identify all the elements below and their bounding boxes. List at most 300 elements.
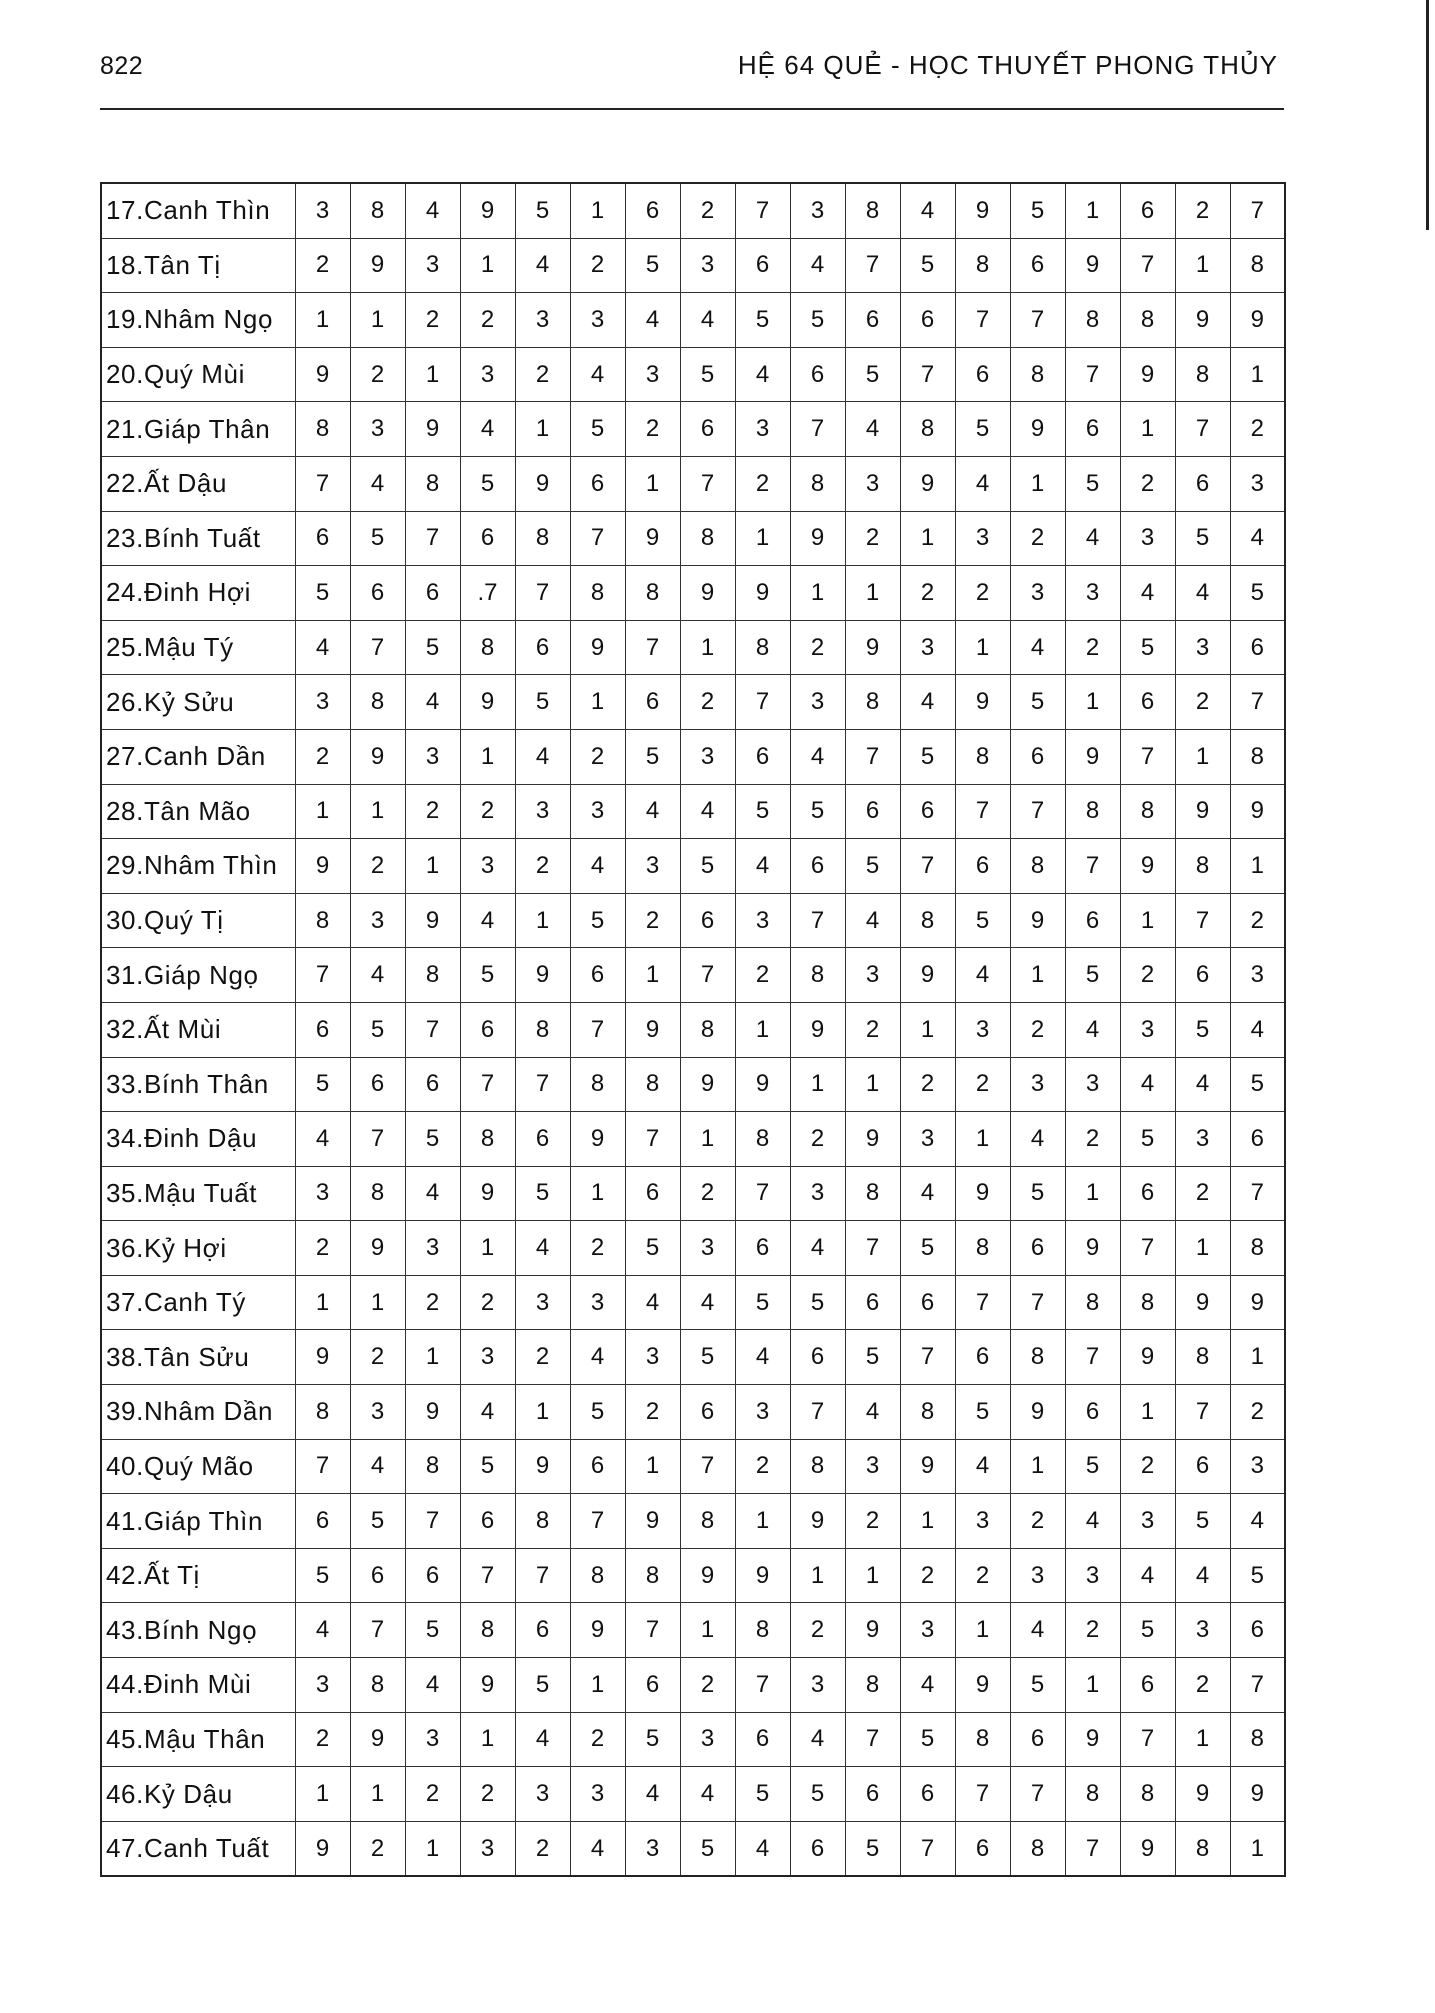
table-cell: 8 [1175, 839, 1230, 894]
table-cell: 1 [1010, 456, 1065, 511]
table-cell: 2 [1010, 1002, 1065, 1057]
table-cell: 5 [900, 1712, 955, 1767]
row-label: 23.Bính Tuất [101, 511, 295, 566]
table-cell: 7 [1120, 729, 1175, 784]
table-cell: 9 [790, 1494, 845, 1549]
table-cell: 3 [680, 1712, 735, 1767]
table-cell: 9 [1120, 1821, 1175, 1876]
page-number: 822 [100, 52, 144, 80]
table-cell: 8 [515, 1494, 570, 1549]
table-cell: 9 [900, 1439, 955, 1494]
table-cell: 3 [350, 402, 405, 457]
table-cell: 4 [900, 183, 955, 238]
table-cell: 3 [1230, 456, 1285, 511]
table-cell: 9 [625, 1494, 680, 1549]
table-cell: 9 [460, 1658, 515, 1713]
table-cell: 6 [515, 620, 570, 675]
table-cell: 4 [405, 675, 460, 730]
table-cell: 6 [405, 1548, 460, 1603]
table-cell: 7 [295, 456, 350, 511]
table-cell: 5 [350, 1002, 405, 1057]
table-cell: 5 [1230, 566, 1285, 621]
table-cell: 6 [845, 1275, 900, 1330]
row-label: 26.Kỷ Sửu [101, 675, 295, 730]
table-cell: 5 [625, 729, 680, 784]
table-cell: 6 [900, 1767, 955, 1822]
table-cell: 3 [515, 293, 570, 348]
table-cell: 5 [295, 1057, 350, 1112]
table-cell: 5 [955, 402, 1010, 457]
table-cell: 7 [1230, 1166, 1285, 1221]
table-cell: 5 [1175, 1494, 1230, 1549]
table-cell: 2 [1120, 948, 1175, 1003]
table-cell: 5 [295, 566, 350, 621]
table-cell: 4 [900, 675, 955, 730]
table-cell: 9 [1065, 1712, 1120, 1767]
table-cell: 5 [1230, 1548, 1285, 1603]
table-cell: 6 [735, 729, 790, 784]
table-cell: 3 [570, 1275, 625, 1330]
table-cell: 9 [1065, 729, 1120, 784]
table-cell: 3 [460, 839, 515, 894]
row-label: 22.Ất Dậu [101, 456, 295, 511]
table-cell: 4 [1230, 1494, 1285, 1549]
table-cell: 6 [295, 511, 350, 566]
table-cell: 2 [350, 839, 405, 894]
table-cell: 9 [735, 566, 790, 621]
table-cell: 5 [295, 1548, 350, 1603]
table-cell: 1 [1065, 183, 1120, 238]
table-cell: 6 [955, 839, 1010, 894]
row-label: 19.Nhâm Ngọ [101, 293, 295, 348]
table-cell: 6 [1010, 1221, 1065, 1276]
table-cell: 3 [405, 1712, 460, 1767]
table-cell: 1 [1175, 729, 1230, 784]
table-cell: 6 [900, 784, 955, 839]
row-label: 45.Mậu Thân [101, 1712, 295, 1767]
table-cell: 8 [1230, 1221, 1285, 1276]
table-cell: 7 [350, 1603, 405, 1658]
table-cell: 2 [515, 347, 570, 402]
table-cell: 2 [350, 1330, 405, 1385]
table-cell: 9 [515, 1439, 570, 1494]
table-cell: 8 [790, 1439, 845, 1494]
row-label: 46.Kỷ Dậu [101, 1767, 295, 1822]
table-row [101, 293, 1285, 348]
table-row [101, 566, 1285, 621]
table-cell: 3 [570, 1767, 625, 1822]
table-cell: 1 [845, 1057, 900, 1112]
table-cell: 3 [845, 948, 900, 1003]
table-cell: 4 [1175, 566, 1230, 621]
table-cell: 9 [955, 675, 1010, 730]
table-cell: 1 [570, 183, 625, 238]
table-cell: 6 [1175, 948, 1230, 1003]
table-cell: 6 [1230, 1112, 1285, 1167]
data-table [100, 182, 1286, 1877]
table-cell: 9 [735, 1548, 790, 1603]
table-cell: 8 [405, 1439, 460, 1494]
table-cell: 3 [625, 1821, 680, 1876]
table-cell: 7 [1120, 1221, 1175, 1276]
table-cell: 3 [735, 402, 790, 457]
table-cell: 8 [680, 511, 735, 566]
table-cell: 3 [1230, 948, 1285, 1003]
table-cell: 4 [790, 1712, 845, 1767]
table-cell: 4 [350, 1439, 405, 1494]
table-cell: 7 [295, 948, 350, 1003]
table-cell: 7 [1120, 1712, 1175, 1767]
table-cell: 9 [1010, 402, 1065, 457]
table-cell: 7 [625, 1603, 680, 1658]
table-cell: 4 [295, 1603, 350, 1658]
table-cell: 8 [1230, 729, 1285, 784]
table-cell: 6 [350, 566, 405, 621]
table-cell: 5 [790, 293, 845, 348]
table-cell: 5 [845, 1821, 900, 1876]
table-cell: 1 [1120, 402, 1175, 457]
table-cell: 2 [405, 293, 460, 348]
table-cell: 8 [735, 1603, 790, 1658]
table-cell: 5 [790, 1767, 845, 1822]
table-cell: 2 [1120, 1439, 1175, 1494]
table-cell: 7 [1230, 675, 1285, 730]
table-row [101, 1548, 1285, 1603]
table-cell: 7 [405, 511, 460, 566]
table-cell: 6 [1175, 1439, 1230, 1494]
table-cell: 3 [790, 1658, 845, 1713]
table-cell: 9 [845, 620, 900, 675]
table-cell: 6 [625, 1658, 680, 1713]
table-cell: 4 [570, 1330, 625, 1385]
table-cell: 5 [735, 1767, 790, 1822]
table-cell: 2 [625, 1385, 680, 1440]
table-cell: 4 [515, 1712, 570, 1767]
table-cell: 5 [515, 1658, 570, 1713]
table-cell: 4 [1120, 1548, 1175, 1603]
table-cell: 8 [1010, 347, 1065, 402]
table-cell: 2 [570, 1221, 625, 1276]
table-cell: 8 [955, 1712, 1010, 1767]
table-row [101, 729, 1285, 784]
table-cell: 5 [350, 1494, 405, 1549]
table-cell: 1 [1230, 1330, 1285, 1385]
table-cell: 6 [1010, 238, 1065, 293]
table-cell: 3 [1175, 1603, 1230, 1658]
table-cell: 8 [405, 948, 460, 1003]
page-header [100, 40, 1284, 110]
row-label: 24.Đinh Hợi [101, 566, 295, 621]
table-cell: 1 [1175, 1221, 1230, 1276]
table-cell: 4 [1230, 1002, 1285, 1057]
table-row [101, 1057, 1285, 1112]
table-cell: 7 [350, 620, 405, 675]
table-cell: 7 [735, 1658, 790, 1713]
table-cell: 2 [845, 1494, 900, 1549]
table-cell: 4 [1010, 1112, 1065, 1167]
row-label: 39.Nhâm Dần [101, 1385, 295, 1440]
table-cell: 2 [680, 675, 735, 730]
table-cell: 4 [570, 839, 625, 894]
table-cell: 9 [680, 1548, 735, 1603]
table-cell: 3 [1010, 1057, 1065, 1112]
table-cell: 8 [295, 402, 350, 457]
table-cell: 5 [1065, 1439, 1120, 1494]
table-cell: 8 [570, 566, 625, 621]
table-cell: 4 [680, 293, 735, 348]
table-cell: 6 [460, 1494, 515, 1549]
table-cell: 2 [1230, 1385, 1285, 1440]
table-cell: 7 [1010, 784, 1065, 839]
table-cell: 9 [570, 1112, 625, 1167]
table-cell: 3 [405, 1221, 460, 1276]
table-cell: 5 [1065, 456, 1120, 511]
table-cell: 8 [900, 402, 955, 457]
table-cell: 9 [515, 456, 570, 511]
table-cell: 1 [955, 1603, 1010, 1658]
table-row [101, 1439, 1285, 1494]
table-cell: 6 [900, 293, 955, 348]
table-cell: 3 [955, 1002, 1010, 1057]
table-cell: 1 [460, 1221, 515, 1276]
table-cell: 2 [295, 729, 350, 784]
table-cell: 9 [900, 456, 955, 511]
table-cell: 1 [350, 293, 405, 348]
table-cell: 5 [405, 620, 460, 675]
table-cell: 4 [570, 1821, 625, 1876]
table-cell: 8 [350, 675, 405, 730]
table-row [101, 456, 1285, 511]
table-cell: 8 [350, 1166, 405, 1221]
table-cell: 2 [515, 1821, 570, 1876]
table-cell: 4 [1010, 1603, 1065, 1658]
table-cell: 3 [680, 729, 735, 784]
table-row [101, 893, 1285, 948]
table-cell: 1 [1175, 1712, 1230, 1767]
table-cell: 4 [1175, 1057, 1230, 1112]
table-cell: 8 [790, 456, 845, 511]
table-cell: 9 [295, 839, 350, 894]
table-cell: 2 [790, 620, 845, 675]
table-cell: 7 [790, 893, 845, 948]
table-cell: 3 [680, 238, 735, 293]
table-cell: 2 [900, 1548, 955, 1603]
table-cell: 2 [295, 1712, 350, 1767]
table-cell: 4 [735, 1821, 790, 1876]
table-cell: 7 [1230, 183, 1285, 238]
table-cell: 2 [735, 456, 790, 511]
table-cell: 7 [680, 1439, 735, 1494]
table-cell: 4 [900, 1658, 955, 1713]
table-cell: 6 [845, 293, 900, 348]
table-row [101, 1494, 1285, 1549]
table-cell: 6 [515, 1603, 570, 1658]
table-cell: 5 [570, 402, 625, 457]
table-cell: 3 [1065, 1057, 1120, 1112]
table-cell: 3 [680, 1221, 735, 1276]
table-cell: 1 [790, 1057, 845, 1112]
table-cell: 1 [845, 1548, 900, 1603]
table-cell: 4 [790, 238, 845, 293]
table-cell: 5 [515, 183, 570, 238]
table-cell: 7 [515, 566, 570, 621]
table-cell: 6 [405, 1057, 460, 1112]
table-cell: 7 [625, 620, 680, 675]
table-cell: 8 [570, 1057, 625, 1112]
table-cell: 3 [515, 1275, 570, 1330]
table-cell: 9 [350, 729, 405, 784]
table-cell: 6 [295, 1002, 350, 1057]
table-cell: 9 [460, 675, 515, 730]
table-cell: 3 [955, 1494, 1010, 1549]
row-label: 30.Quý Tị [101, 893, 295, 948]
table-cell: 9 [350, 1221, 405, 1276]
table-cell: 5 [845, 839, 900, 894]
table-cell: 9 [1175, 293, 1230, 348]
table-cell: 8 [680, 1002, 735, 1057]
table-cell: 7 [460, 1548, 515, 1603]
table-cell: 1 [625, 456, 680, 511]
table-cell: 4 [900, 1166, 955, 1221]
table-cell: 8 [735, 1112, 790, 1167]
table-cell: 8 [460, 620, 515, 675]
table-cell: 3 [515, 784, 570, 839]
running-title: HỆ 64 QUẺ - HỌC THUYẾT PHONG THỦY [737, 50, 1278, 80]
row-label: 35.Mậu Tuất [101, 1166, 295, 1221]
table-cell: 5 [570, 1385, 625, 1440]
table-cell: 5 [1120, 1112, 1175, 1167]
table-cell: 6 [350, 1057, 405, 1112]
table-cell: 1 [680, 1112, 735, 1167]
table-row [101, 1275, 1285, 1330]
table-cell: 4 [955, 948, 1010, 1003]
table-cell: 7 [955, 1767, 1010, 1822]
table-cell: 2 [845, 1002, 900, 1057]
table-cell: 4 [735, 1330, 790, 1385]
table-cell: 3 [1230, 1439, 1285, 1494]
table-cell: 6 [1120, 1658, 1175, 1713]
table-cell: 9 [295, 347, 350, 402]
table-cell: 8 [1065, 784, 1120, 839]
table-cell: 5 [625, 1221, 680, 1276]
table-cell: 7 [735, 1166, 790, 1221]
table-cell: 9 [955, 1166, 1010, 1221]
table-cell: 7 [570, 511, 625, 566]
table-cell: 3 [350, 893, 405, 948]
table-cell: 7 [845, 1221, 900, 1276]
table-cell: 1 [790, 566, 845, 621]
table-cell: 4 [460, 893, 515, 948]
table-cell: 8 [1175, 1821, 1230, 1876]
row-label: 40.Quý Mão [101, 1439, 295, 1494]
table-cell: 2 [900, 566, 955, 621]
table-cell: 7 [680, 456, 735, 511]
table-cell: 4 [845, 402, 900, 457]
table-cell: 8 [955, 1221, 1010, 1276]
table-cell: 9 [460, 1166, 515, 1221]
table-cell: 5 [1120, 1603, 1175, 1658]
row-label: 37.Canh Tý [101, 1275, 295, 1330]
table-cell: 2 [735, 1439, 790, 1494]
table-row [101, 1712, 1285, 1767]
table-cell: 1 [1065, 675, 1120, 730]
table-cell: 6 [845, 1767, 900, 1822]
table-cell: 3 [1120, 511, 1175, 566]
table-cell: 1 [1010, 948, 1065, 1003]
table-cell: 7 [1065, 1821, 1120, 1876]
table-cell: 3 [1010, 1548, 1065, 1603]
table-cell: 6 [1010, 1712, 1065, 1767]
table-cell: 4 [625, 784, 680, 839]
table-cell: 1 [625, 1439, 680, 1494]
table-cell: 7 [1175, 893, 1230, 948]
table-cell: 3 [405, 238, 460, 293]
table-row [101, 839, 1285, 894]
table-cell: 2 [1230, 402, 1285, 457]
table-cell: .7 [460, 566, 515, 621]
table-cell: 8 [350, 183, 405, 238]
table-cell: 5 [680, 839, 735, 894]
table-cell: 7 [845, 1712, 900, 1767]
table-cell: 7 [515, 1057, 570, 1112]
table-cell: 9 [1230, 1275, 1285, 1330]
table-cell: 7 [680, 948, 735, 1003]
table-cell: 7 [350, 1112, 405, 1167]
table-cell: 5 [405, 1112, 460, 1167]
table-cell: 1 [350, 1767, 405, 1822]
row-label: 27.Canh Dần [101, 729, 295, 784]
table-cell: 9 [955, 183, 1010, 238]
table-cell: 1 [955, 1112, 1010, 1167]
table-cell: 7 [1010, 293, 1065, 348]
table-cell: 9 [405, 1385, 460, 1440]
table-cell: 5 [1120, 620, 1175, 675]
table-cell: 8 [350, 1658, 405, 1713]
table-cell: 5 [955, 1385, 1010, 1440]
table-cell: 4 [790, 729, 845, 784]
table-cell: 6 [1120, 1166, 1175, 1221]
table-cell: 7 [735, 183, 790, 238]
table-cell: 2 [570, 1712, 625, 1767]
table-cell: 2 [295, 238, 350, 293]
table-cell: 8 [845, 183, 900, 238]
table-cell: 5 [845, 347, 900, 402]
row-label: 21.Giáp Thân [101, 402, 295, 457]
table-cell: 3 [625, 1330, 680, 1385]
table-cell: 3 [900, 1603, 955, 1658]
table-cell: 9 [295, 1330, 350, 1385]
table-cell: 9 [1230, 1767, 1285, 1822]
table-cell: 6 [735, 238, 790, 293]
table-cell: 8 [295, 893, 350, 948]
table-cell: 4 [955, 1439, 1010, 1494]
table-row [101, 1821, 1285, 1876]
table-cell: 2 [790, 1112, 845, 1167]
table-cell: 9 [1010, 1385, 1065, 1440]
table-cell: 5 [735, 293, 790, 348]
table-cell: 7 [405, 1002, 460, 1057]
table-cell: 2 [1175, 183, 1230, 238]
table-cell: 1 [625, 948, 680, 1003]
table-cell: 1 [1065, 1166, 1120, 1221]
table-cell: 1 [1065, 1658, 1120, 1713]
table-cell: 9 [1010, 893, 1065, 948]
table-cell: 4 [1230, 511, 1285, 566]
table-cell: 1 [680, 620, 735, 675]
table-cell: 4 [350, 948, 405, 1003]
table-row [101, 1767, 1285, 1822]
table-cell: 1 [1230, 839, 1285, 894]
